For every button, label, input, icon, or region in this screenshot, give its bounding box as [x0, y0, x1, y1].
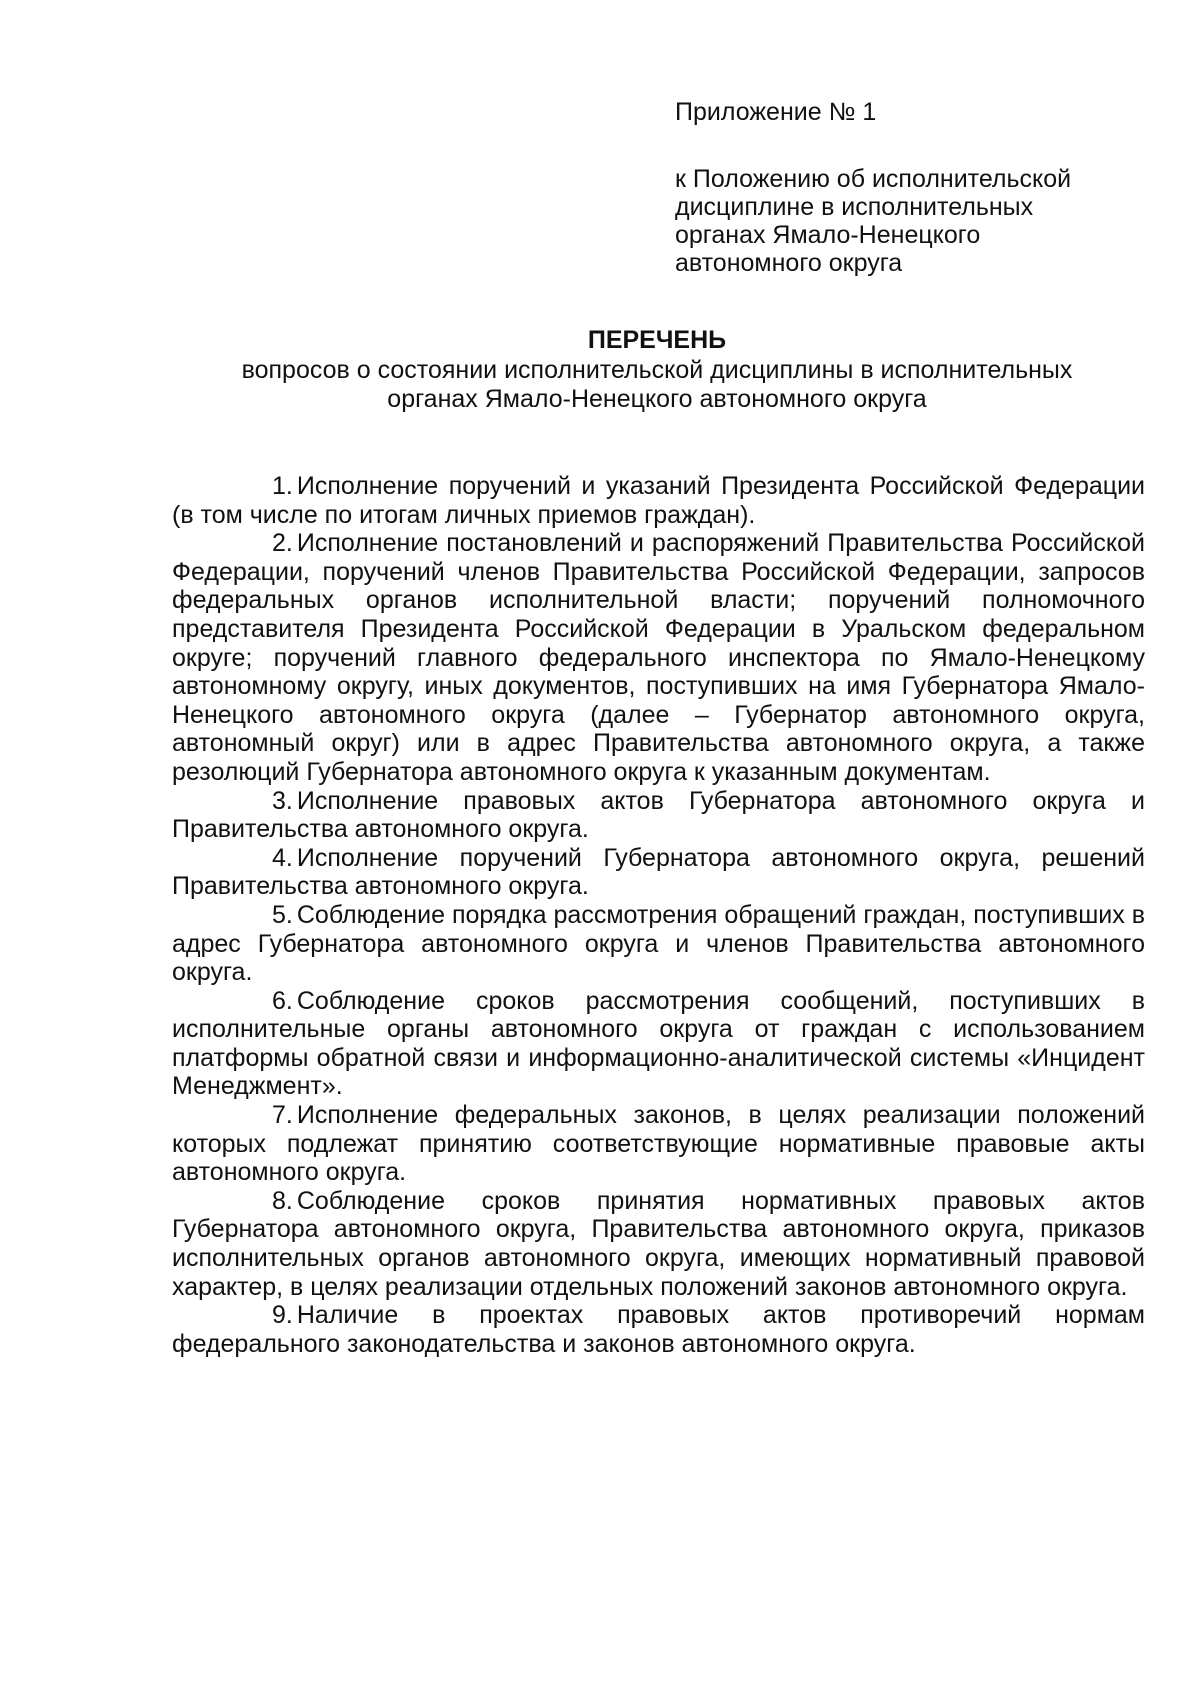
subtitle-line: вопросов о состоянии исполнительской дисциплины в исполнительных — [241, 356, 1073, 384]
item-number: 3. — [272, 786, 293, 815]
item-text: Исполнение постановлений и распоряжений Правительства Российской Федерации, поручений членов Правительства Российской Федерации, запросов федеральных органов исполнительной власти; поручений полномочного представителя Президента Российской Федерации в Уральском федеральном округе; поручений главного федерального инспектора по Ямало-Ненецкому автономному округу, иных документов, поступивших на имя Губернатора Ямало-Ненецкого автономного округа (далее – Губернатор автономного округа, автономный округ) или в адрес Правительства автономного округа, а также резолюций Губернатора автономного округа к указанным документам. — [172, 529, 1145, 786]
list-item — [172, 472, 1145, 529]
item-number: 9. — [272, 1301, 293, 1330]
document-subtitle — [172, 356, 1142, 414]
item-text: Соблюдение порядка рассмотрения обращений граждан, поступивших в адрес Губернатора автономного округа и членов Правительства автономного округа. — [172, 900, 1145, 987]
document-title: ПЕРЕЧЕНЬ — [587, 326, 727, 354]
item-number: 7. — [272, 1101, 293, 1130]
item-text: Исполнение федеральных законов, в целях реализации положений которых подлежат принятию соответствующие нормативные правовые акты автономного округа. — [172, 1101, 1145, 1187]
list-item — [172, 1187, 1145, 1301]
item-number: 2. — [272, 529, 293, 558]
item-text: Наличие в проектах правовых актов противоречий нормам федерального законодательства и законов автономного округа. — [172, 1301, 1145, 1358]
list-item — [172, 844, 1145, 901]
document-heading — [172, 326, 1142, 414]
item-number: 5. — [272, 900, 293, 929]
item-text: Исполнение поручений и указаний Президента Российской Федерации (в том числе по итогам личных приемов граждан). — [172, 472, 1145, 529]
item-number: 8. — [272, 1186, 293, 1215]
appendix-header — [675, 98, 1105, 277]
list-item — [172, 901, 1145, 987]
appendix-number: Приложение № 1 — [675, 98, 877, 126]
item-text: Исполнение правовых актов Губернатора автономного округа и Правительства автономного округа. — [172, 786, 1145, 844]
item-text: Исполнение поручений Губернатора автономного округа, решений Правительства автономного округа. — [172, 843, 1145, 901]
item-number: 1. — [272, 472, 293, 500]
list-item — [172, 1101, 1145, 1187]
item-number: 4. — [272, 843, 293, 872]
list-item — [172, 787, 1145, 844]
questions-list — [172, 472, 1145, 1358]
subtitle-line: органах Ямало-Ненецкого автономного округа — [387, 385, 927, 413]
list-item — [172, 987, 1145, 1101]
item-text: Соблюдение сроков принятия нормативных правовых актов Губернатора автономного округа, Правительства автономного округа, приказов исполнительных органов автономного округа, имеющих нормативный правовой характер, в целях реализации отдельных положений законов автономного округа. — [172, 1186, 1145, 1301]
list-item — [172, 1301, 1145, 1358]
item-number: 6. — [272, 986, 293, 1015]
item-text: Соблюдение сроков рассмотрения сообщений, поступивших в исполнительные органы автономного округа от граждан с использованием платформы обратной связи и информационно-аналитической системы «Инцидент Менеджмент». — [172, 986, 1145, 1101]
appendix-reference: к Положению об исполнительской дисциплине в исполнительных органах Ямало-Ненецкого автономного округа — [675, 165, 1072, 277]
list-item — [172, 529, 1145, 786]
